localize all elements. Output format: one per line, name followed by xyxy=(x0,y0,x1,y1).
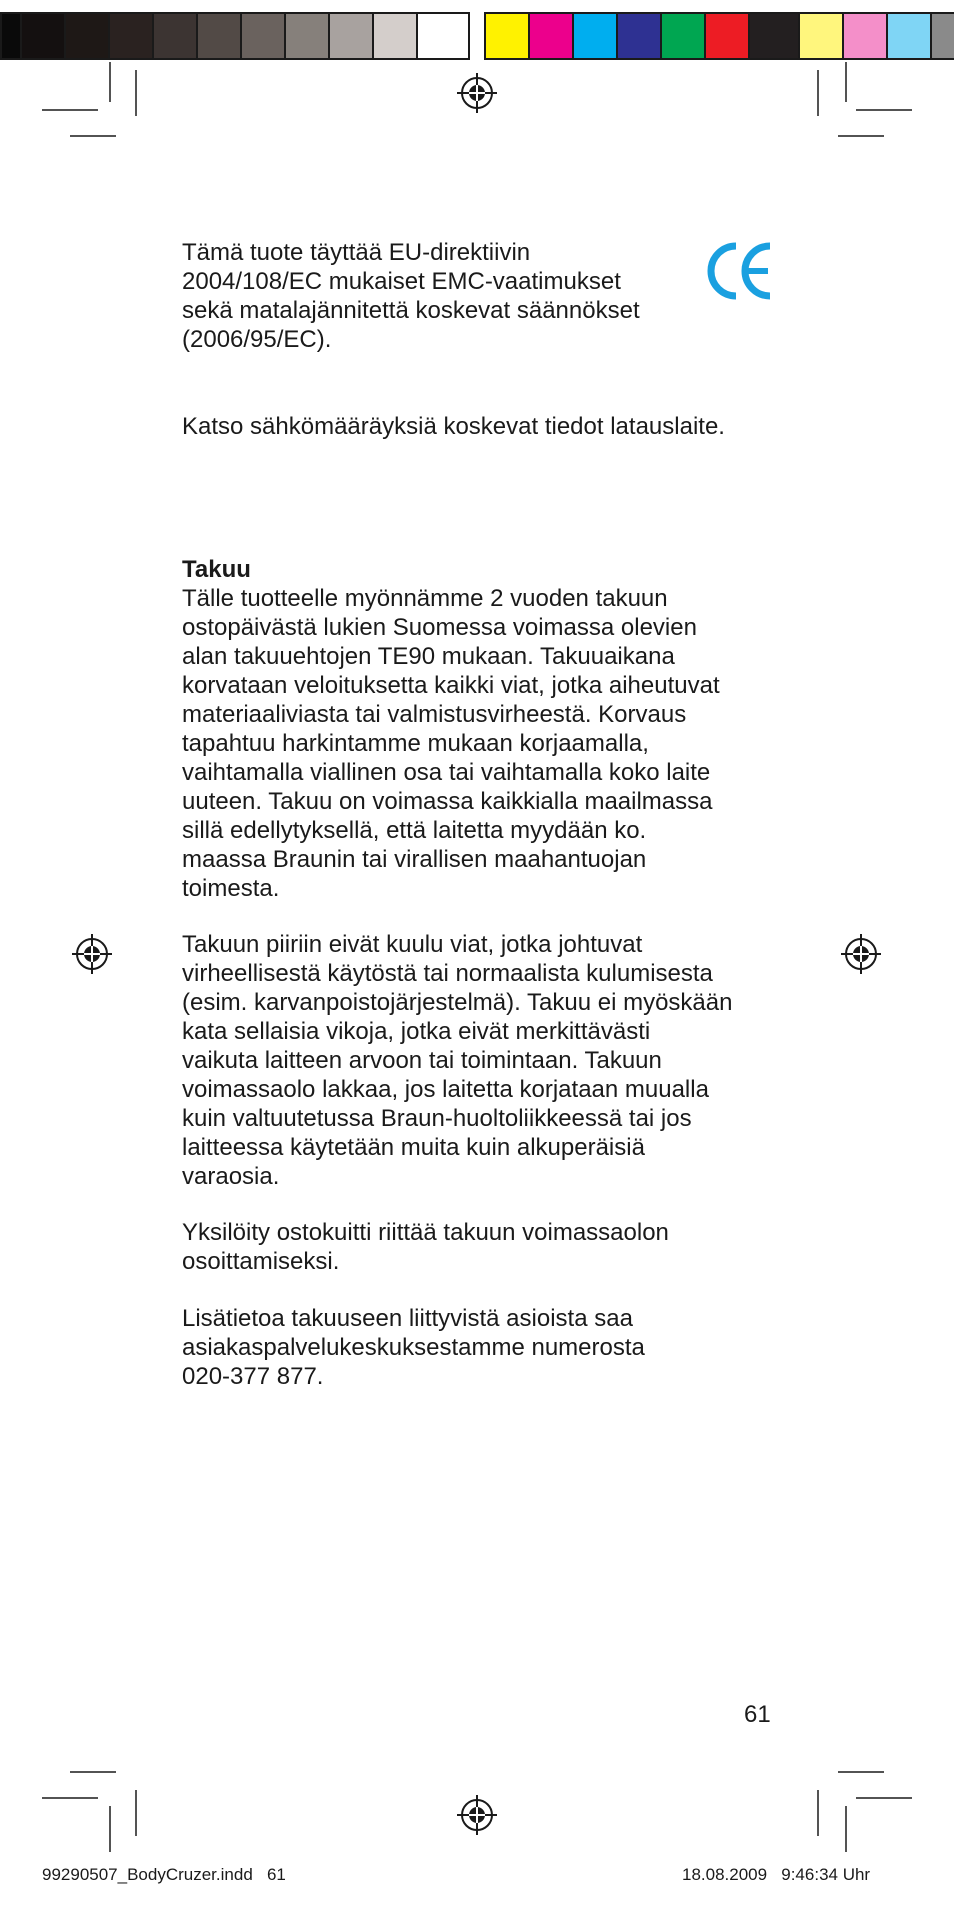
process-swatch xyxy=(798,12,844,60)
gray-swatch xyxy=(20,12,66,60)
process-swatch xyxy=(842,12,888,60)
process-swatch xyxy=(886,12,932,60)
process-swatch xyxy=(704,12,750,60)
warranty-contact-paragraph: Lisätietoa takuuseen liittyvistä asioista saa asiakaspalvelukeskuksestamme numerosta 020-377 877. xyxy=(182,1305,645,1390)
process-swatch xyxy=(660,12,706,60)
gray-swatch xyxy=(152,12,198,60)
warranty-paragraph: Tälle tuotteelle myönnämme 2 vuoden takuun ostopäivästä lukien Suomessa voimassa olevien alan takuuehtojen TE90 mukaan. Takuuaikana korvataan veloituksetta kaikki viat, jotka aiheutuvat materiaaliviasta tai valmistusvirheestä. Korvaus tapahtuu harkintamme mukaan korjaamalla, vaihtamalla viallinen osa tai vaihtamalla koko laite uuteen. Takuu on voimassa kaikkialla maailmassa sillä edellytyksellä, että laitetta myydään ko. maassa Braunin tai virallisen maahantuojan toimesta. xyxy=(182,585,720,902)
process-swatch xyxy=(572,12,618,60)
gray-swatch xyxy=(284,12,330,60)
color-calibration-bar xyxy=(0,12,954,60)
warranty-receipt-paragraph: Yksilöity ostokuitti riittää takuun voimassaolon osoittamiseksi. xyxy=(182,1219,669,1275)
gray-swatch xyxy=(416,12,470,60)
gray-swatch xyxy=(372,12,418,60)
gray-swatch xyxy=(64,12,110,60)
process-swatch xyxy=(748,12,800,60)
ce-mark-icon xyxy=(706,240,774,302)
process-swatch xyxy=(930,12,954,60)
process-swatch xyxy=(484,12,530,60)
warranty-heading: Takuu xyxy=(182,556,251,583)
process-swatch xyxy=(528,12,574,60)
electrical-regulations-note: Katso sähkömääräyksiä koskevat tiedot latauslaite. xyxy=(182,413,725,440)
ce-compliance-statement: Tämä tuote täyttää EU-direktiivin 2004/108/EC mukaiset EMC-vaatimukset sekä matalajännitettä koskevat säännökset (2006/95/EC). xyxy=(182,239,640,353)
gray-swatch xyxy=(196,12,242,60)
print-slug-timestamp: 18.08.2009 9:46:34 Uhr xyxy=(682,1865,871,1884)
gray-swatch xyxy=(240,12,286,60)
gray-swatch xyxy=(328,12,374,60)
process-swatch xyxy=(616,12,662,60)
print-slug-filename: 99290507_BodyCruzer.indd 61 xyxy=(42,1865,286,1884)
warranty-exclusions-paragraph: Takuun piiriin eivät kuulu viat, jotka johtuvat virheellisestä käytöstä tai normaalista kulumisesta (esim. karvanpoistojärjestelmä). Takuu ei myöskään kata sellaisia vikoja, jotka eivät merkittävästi vaikuta laitteen arvoon tai toimintaan. Takuun voimassaolo lakkaa, jos laitetta korjataan muualla kuin valtuutetussa Braun-huoltoliikkeessä tai jos laitteessa käytetään muita kuin alkuperäisiä varaosia. xyxy=(182,931,733,1190)
page-number: 61 xyxy=(744,1701,771,1728)
gray-swatch xyxy=(108,12,154,60)
